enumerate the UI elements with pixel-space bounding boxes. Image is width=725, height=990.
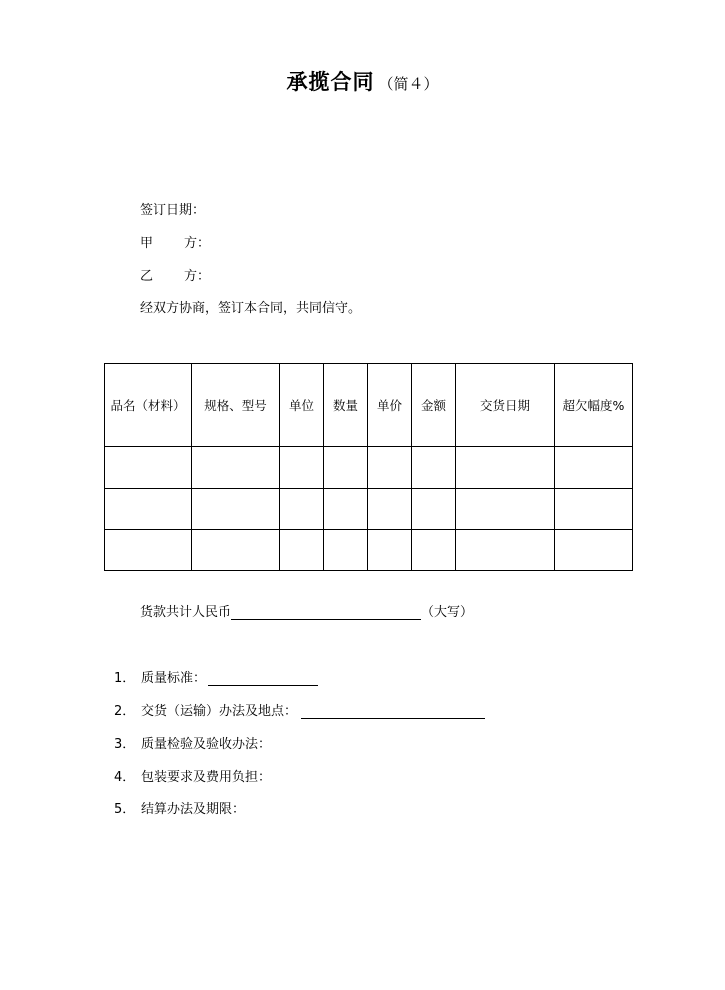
payment-prefix: 货款共计人民币 [140, 605, 232, 620]
party-a-suffix: 方： [184, 236, 211, 251]
agreement-line: 经双方协商，签订本合同，共同信守。 [140, 301, 362, 316]
table-cell[interactable] [280, 529, 324, 570]
column-header: 单价 [368, 364, 412, 447]
column-header: 金额 [412, 364, 456, 447]
table-cell[interactable] [555, 529, 633, 570]
table-row [105, 447, 633, 488]
clause-1 [114, 667, 318, 686]
clause-5 [114, 798, 245, 817]
table-cell[interactable] [105, 447, 192, 488]
document-title [0, 66, 725, 96]
payment-line [140, 601, 473, 620]
table-cell[interactable] [324, 529, 368, 570]
payment-amount-blank[interactable] [231, 605, 421, 620]
clause-text: 包装要求及费用负担： [141, 770, 272, 785]
party-b-line [140, 265, 210, 284]
table-cell[interactable] [456, 447, 555, 488]
clause-2 [114, 700, 485, 719]
table-cell[interactable] [412, 488, 456, 529]
party-b-label: 乙 [140, 269, 154, 284]
table-header-row [105, 364, 633, 447]
table-cell[interactable] [368, 488, 412, 529]
column-header: 数量 [324, 364, 368, 447]
party-a-line [140, 232, 210, 251]
table-cell[interactable] [555, 488, 633, 529]
quality-standard-blank[interactable] [208, 671, 318, 686]
clause-3 [114, 733, 271, 752]
table-cell[interactable] [324, 488, 368, 529]
sign-date-line: 签订日期： [140, 203, 206, 218]
table-cell[interactable] [280, 447, 324, 488]
table-cell[interactable] [192, 529, 280, 570]
column-header: 规格、型号 [192, 364, 280, 447]
clause-text: 质量标准： [141, 671, 207, 686]
table-cell[interactable] [280, 488, 324, 529]
clause-text: 结算办法及期限： [141, 802, 246, 817]
table-cell[interactable] [368, 529, 412, 570]
clause-number: 1． [114, 671, 136, 686]
table-cell[interactable] [192, 447, 280, 488]
column-header: 交货日期 [456, 364, 555, 447]
payment-suffix: （大写） [421, 605, 474, 620]
title-main: 承揽合同 [286, 70, 375, 94]
items-table [104, 363, 633, 571]
column-header: 超欠幅度% [555, 364, 633, 447]
table-cell[interactable] [412, 529, 456, 570]
clause-number: 5． [114, 802, 136, 817]
clause-text: 交货（运输）办法及地点： [141, 704, 298, 719]
column-header: 单位 [280, 364, 324, 447]
party-b-suffix: 方： [184, 269, 211, 284]
table-cell[interactable] [456, 529, 555, 570]
clause-text: 质量检验及验收办法： [141, 737, 272, 752]
table-cell[interactable] [105, 529, 192, 570]
table-cell[interactable] [456, 488, 555, 529]
clause-number: 4． [114, 770, 136, 785]
table-cell[interactable] [105, 488, 192, 529]
clause-number: 3． [114, 737, 136, 752]
table-row [105, 529, 633, 570]
table-row [105, 488, 633, 529]
column-header: 品名（材料） [105, 364, 192, 447]
clause-4 [114, 766, 271, 785]
table-cell[interactable] [192, 488, 280, 529]
table-cell[interactable] [412, 447, 456, 488]
party-a-label: 甲 [140, 236, 154, 251]
title-subtitle: （简４） [378, 75, 439, 93]
delivery-method-blank[interactable] [301, 704, 485, 719]
clause-number: 2． [114, 704, 136, 719]
table-cell[interactable] [368, 447, 412, 488]
table-cell[interactable] [555, 447, 633, 488]
table-cell[interactable] [324, 447, 368, 488]
